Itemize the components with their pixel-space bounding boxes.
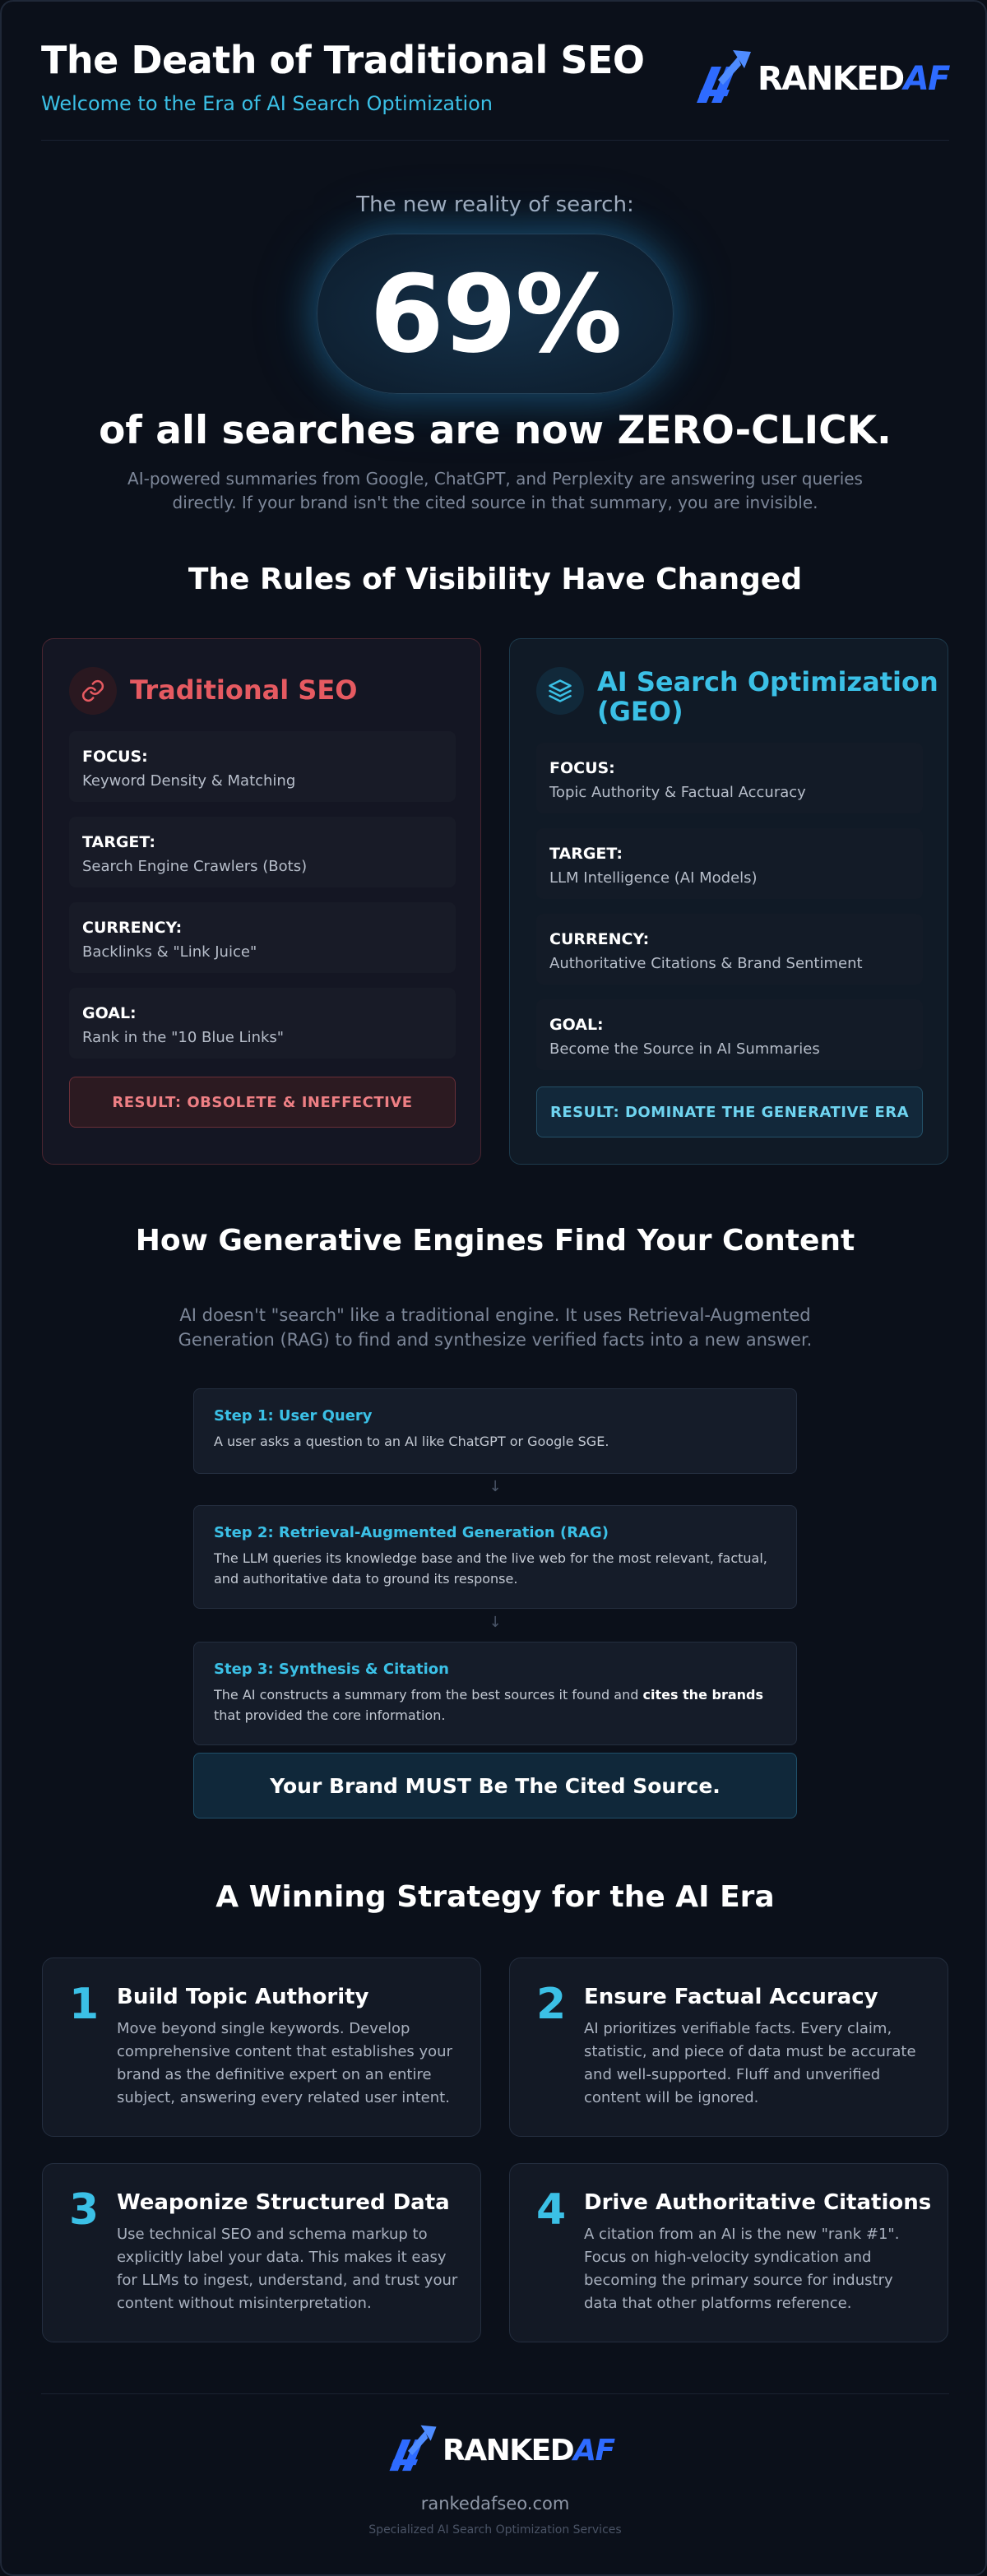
traditional-seo-column [42,638,481,1165]
comparison-row-focus: FOCUS: Topic Authority & Factual Accuracy [536,743,923,813]
traditional-result-badge: RESULT: OBSOLETE & INEFFECTIVE [69,1077,456,1128]
footer-url[interactable]: rankedafseo.com [420,2494,570,2513]
page-subtitle: Welcome to the Era of AI Search Optimization [41,92,494,115]
af-arrow-logo-icon [693,47,754,111]
card-text: Move beyond single keywords. Develop comprehensive content that establishes your brand as the definitive expert on an entire subject, answering every related user intent. [117,2020,452,2106]
layers-icon [536,667,584,715]
card-text: AI prioritizes verifiable facts. Every claim, statistic, and piece of data must be accurate and well-supported. Fluff and unverified content will be ignored. [584,2020,916,2106]
down-arrow-icon: ↓ [489,1478,502,1495]
strategy-card-2 [509,1957,948,2137]
strategy-card-4 [509,2163,948,2342]
link-icon [69,667,117,715]
step-title: Step 2: Retrieval-Augmented Generation (RAG) [214,1524,609,1541]
card-title: Build Topic Authority [117,1985,369,2009]
card-text: A citation from an AI is the new "rank #1". Focus on high-velocity syndication and becoming the primary source for industry data that other platforms reference. [584,2226,900,2312]
step-text: The AI constructs a summary from the best sources it found and cites the brands that provided the core information. [214,1687,763,1723]
card-title: Drive Authoritative Citations [584,2190,932,2215]
comparison-title: The Rules of Visibility Have Changed [188,563,803,596]
logo-brand-accent: AF [903,60,949,98]
header [41,38,949,137]
footer-tagline: Specialized AI Search Optimization Services [368,2523,622,2537]
logo-brand-main: RANKED [757,60,904,98]
footer-divider [41,2393,949,2394]
traditional-seo-title: Traditional SEO [130,674,358,706]
card-number: 2 [536,1980,567,2029]
geo-column [509,638,948,1165]
hero-description: AI-powered summaries from Google, ChatGPT, and Perplexity are answering user queries directly. If your brand isn't the cited source in that summary, you are invisible. [127,469,863,512]
strategy-card-1 [42,1957,481,2137]
hero-kicker: The new reality of search: [356,192,634,217]
hero-stat-pill [317,234,674,394]
comparison-row-focus: FOCUS: Keyword Density & Matching [69,731,456,802]
card-title: Ensure Factual Accuracy [584,1985,878,2009]
strategy-title: A Winning Strategy for the AI Era [215,1880,775,1914]
card-number: 3 [69,2185,100,2235]
card-text: Use technical SEO and schema markup to explicitly label your data. This makes it easy for LLMs to ingest, understand, and trust your content without misinterpretation. [117,2226,458,2312]
hero-headline: of all searches are now ZERO-CLICK. [99,408,892,453]
footer-logo [387,2421,614,2479]
logo-brand-accent: AF [573,2433,614,2467]
logo-brand-main: RANKED [443,2433,574,2467]
comparison-row-target: TARGET: LLM Intelligence (AI Models) [536,828,923,899]
rag-description: AI doesn't "search" like a traditional engine. It uses Retrieval-Augmented Generation (RAG) to find and synthesize verified facts into a new answer. [178,1305,813,1350]
rag-step-1 [193,1388,797,1474]
card-number: 4 [536,2185,567,2235]
card-number: 1 [69,1980,100,2029]
comparison-row-goal: GOAL: Rank in the "10 Blue Links" [69,988,456,1059]
step-text: The LLM queries its knowledge base and the live web for the most relevant, factual, and authoritative data to ground its response. [214,1550,767,1587]
hero-stat: 69% [369,251,621,377]
strategy-card-3 [42,2163,481,2342]
comparison-row-currency: CURRENCY: Authoritative Citations & Brand Sentiment [536,914,923,985]
card-title: Weaponize Structured Data [117,2190,450,2215]
down-arrow-icon: ↓ [489,1614,502,1631]
header-divider [41,140,949,141]
comparison-row-currency: CURRENCY: Backlinks & "Link Juice" [69,902,456,973]
page-title: The Death of Traditional SEO [41,38,645,82]
brand-logo [693,46,949,112]
comparison-row-target: TARGET: Search Engine Crawlers (Bots) [69,817,456,887]
step-title: Step 3: Synthesis & Citation [214,1661,449,1678]
geo-title: AI Search Optimization (GEO) [597,666,938,727]
rag-step-2 [193,1505,797,1609]
geo-result-badge: RESULT: DOMINATE THE GENERATIVE ERA [536,1086,923,1137]
step-text: A user asks a question to an AI like ChatGPT or Google SGE. [214,1434,609,1449]
af-arrow-logo-icon [387,2422,439,2478]
cited-source-callout: Your Brand MUST Be The Cited Source. [193,1753,797,1818]
comparison-row-goal: GOAL: Become the Source in AI Summaries [536,999,923,1070]
step-title: Step 1: User Query [214,1407,373,1425]
rag-step-3 [193,1642,797,1745]
rag-title: How Generative Engines Find Your Content [135,1224,855,1258]
